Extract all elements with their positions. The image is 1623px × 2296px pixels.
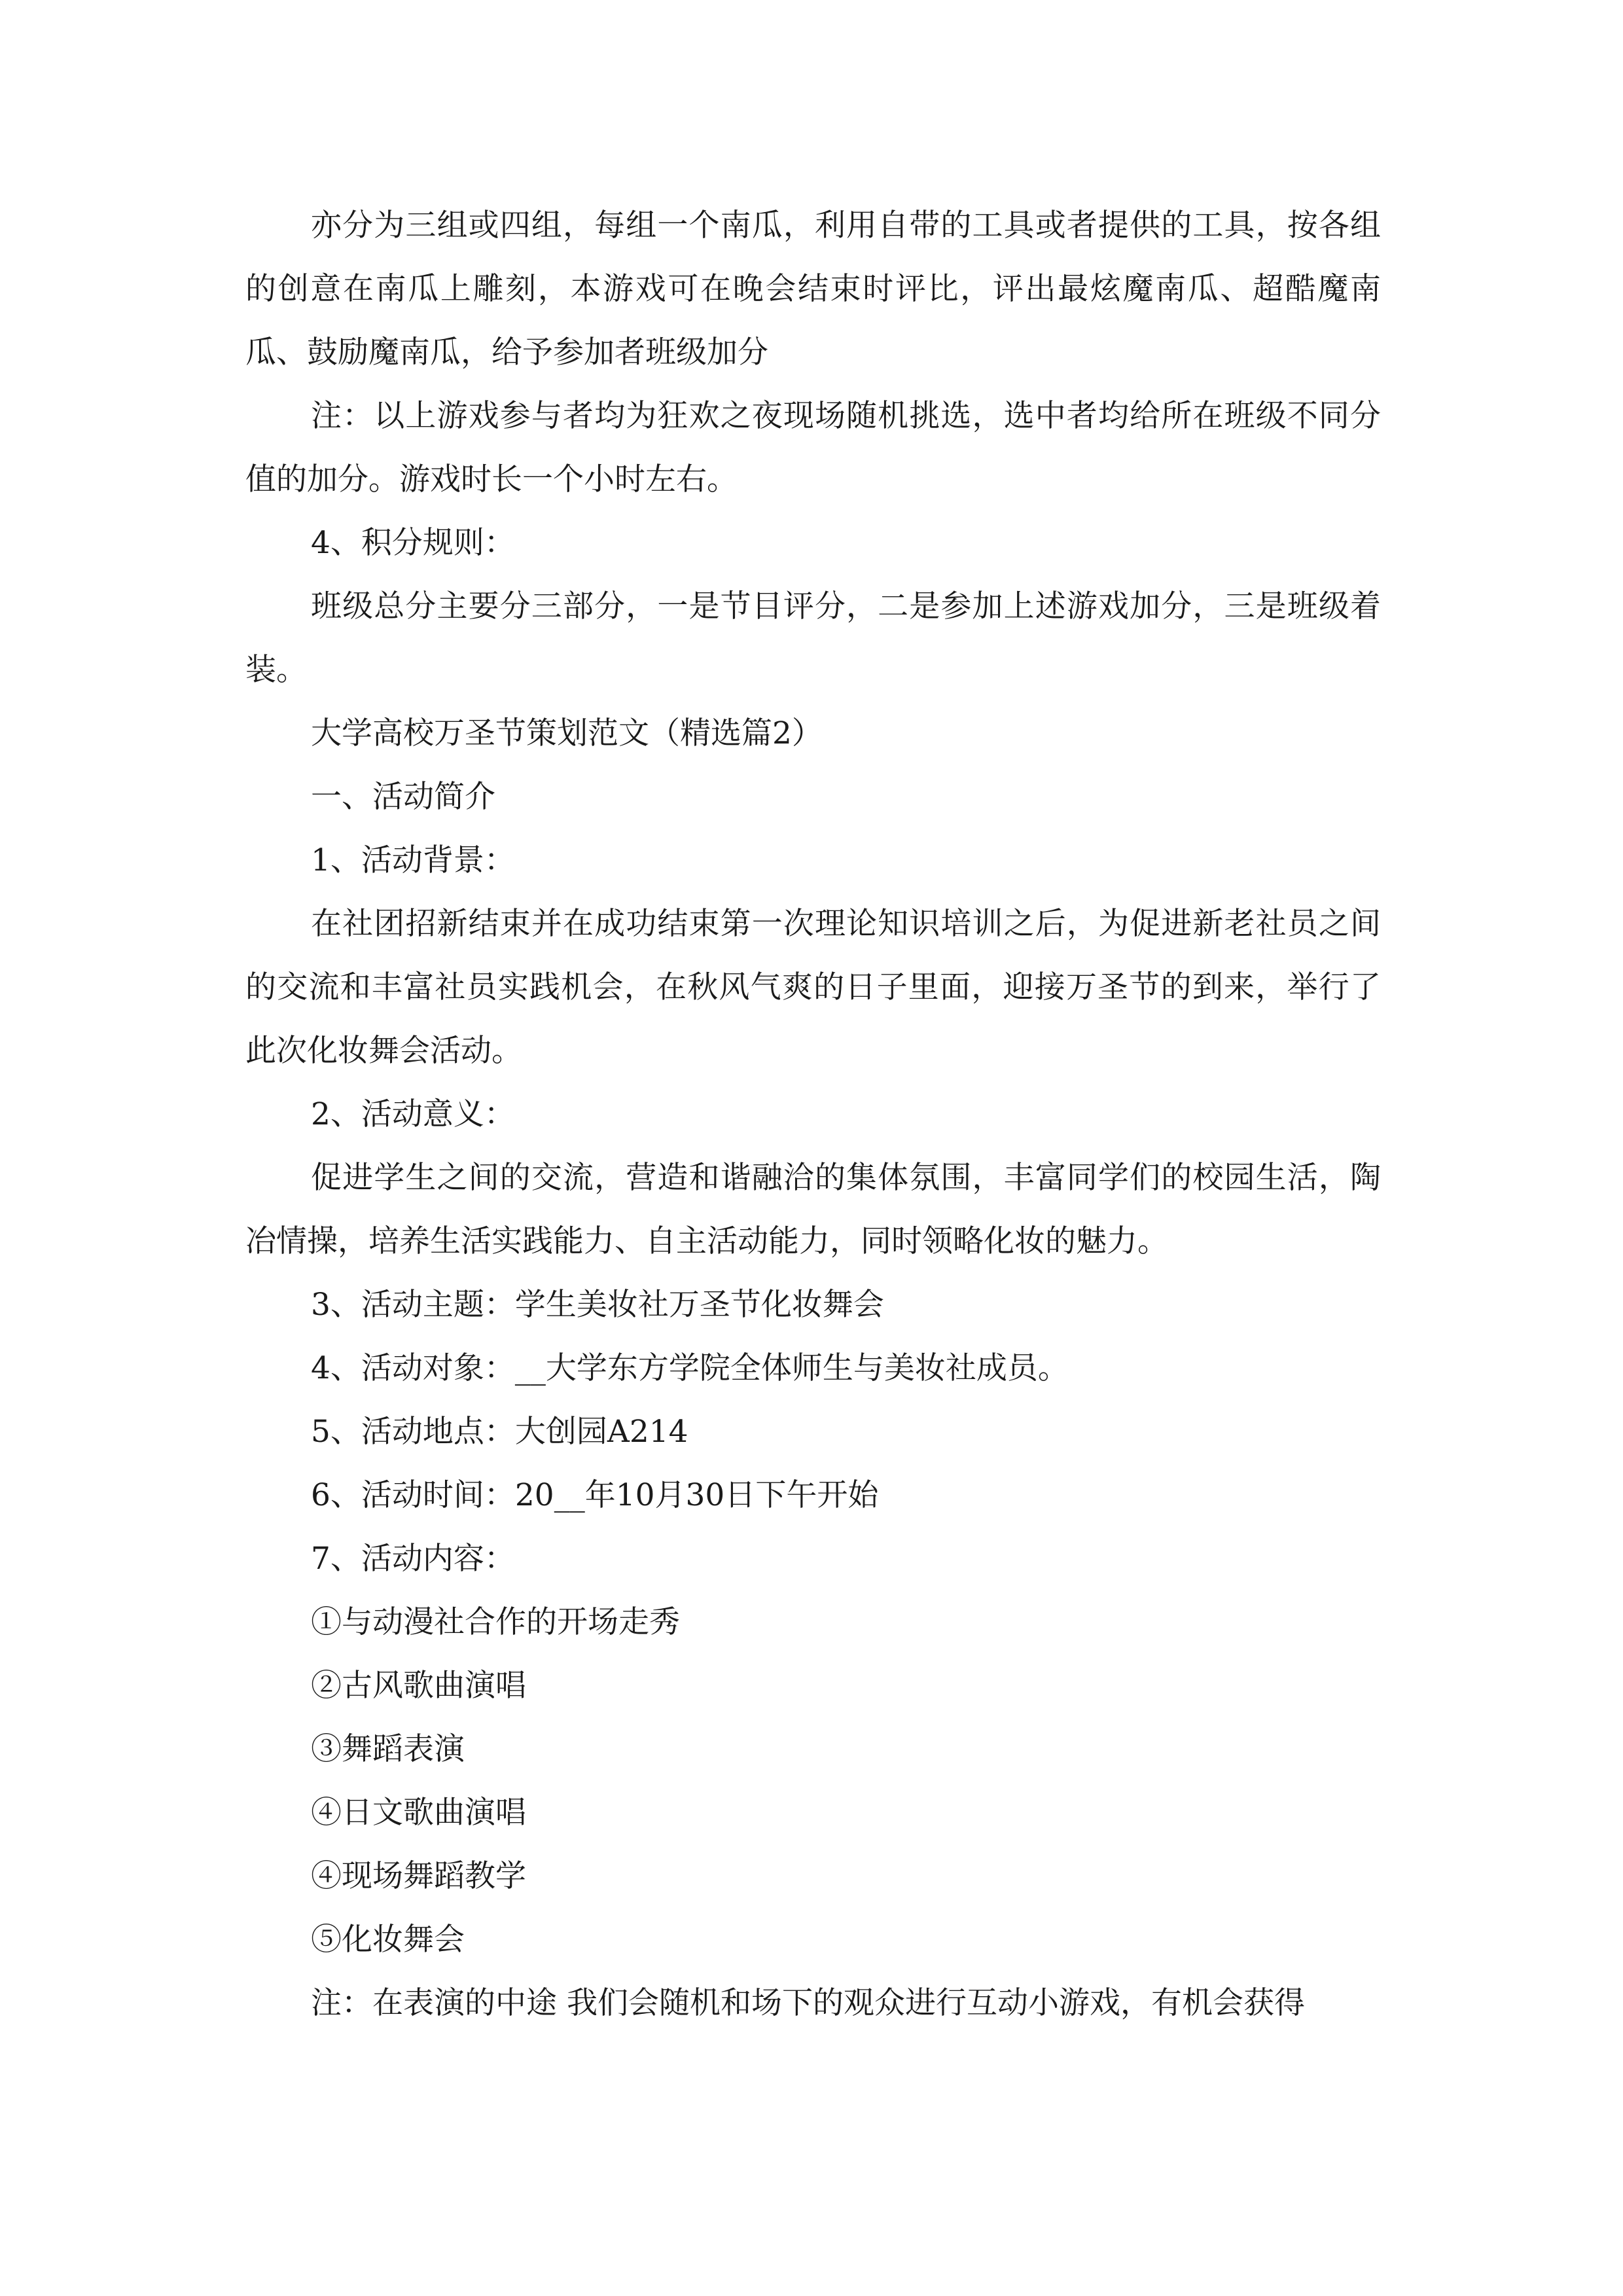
- paragraph-background: 在社团招新结束并在成功结束第一次理论知识培训之后，为促进新老社员之间的交流和丰富社员实践机会，在秋风气爽的日子里面，迎接万圣节的到来，举行了此次化妆舞会活动。: [245, 906, 1381, 1069]
- paragraph-game-note: 注：以上游戏参与者均为狂欢之夜现场随机挑选，选中者均给所在班级不同分值的加分。游戏时长一个小时左右。: [245, 398, 1381, 497]
- heading-activity-content: 7、活动内容：: [311, 1541, 515, 1577]
- item-activity-theme: 3、活动主题：学生美妆社万圣节化妆舞会: [311, 1287, 884, 1323]
- section-title: 大学高校万圣节策划范文（精选篇2）: [311, 715, 823, 751]
- item-activity-time: 6、活动时间：20__年10月30日下午开始: [311, 1477, 879, 1513]
- document-body: [245, 194, 1381, 2035]
- heading-scoring-rules: 4、积分规则：: [311, 525, 515, 561]
- list-item: ②古风歌曲演唱: [311, 1668, 526, 1704]
- heading-activity-intro: 一、活动简介: [311, 779, 495, 815]
- list-item: ③舞蹈表演: [311, 1731, 465, 1767]
- list-item: ①与动漫社合作的开场走秀: [311, 1604, 680, 1640]
- heading-activity-significance: 2、活动意义：: [311, 1096, 515, 1132]
- item-activity-audience: 4、活动对象：__大学东方学院全体师生与美妆社成员。: [311, 1350, 1069, 1386]
- list-item: ⑤化妆舞会: [311, 1922, 465, 1958]
- heading-activity-background: 1、活动背景：: [311, 842, 515, 878]
- list-item: ④日文歌曲演唱: [311, 1795, 526, 1831]
- item-activity-location: 5、活动地点：大创园A214: [311, 1414, 688, 1450]
- paragraph-pumpkin-carving: 亦分为三组或四组，每组一个南瓜，利用自带的工具或者提供的工具，按各组的创意在南瓜上雕刻，本游戏可在晚会结束时评比，评出最炫魔南瓜、超酷魔南瓜、鼓励魔南瓜，给予参加者班级加分: [245, 207, 1381, 370]
- paragraph-significance: 促进学生之间的交流，营造和谐融洽的集体氛围，丰富同学们的校园生活，陶冶情操，培养生活实践能力、自主活动能力，同时领略化妆的魅力。: [245, 1160, 1381, 1259]
- paragraph-class-score: 班级总分主要分三部分，一是节目评分，二是参加上述游戏加分，三是班级着装。: [245, 588, 1381, 688]
- paragraph-interaction-note: 注：在表演的中途 我们会随机和场下的观众进行互动小游戏，有机会获得: [311, 1985, 1305, 2021]
- list-item: ④现场舞蹈教学: [311, 1858, 526, 1894]
